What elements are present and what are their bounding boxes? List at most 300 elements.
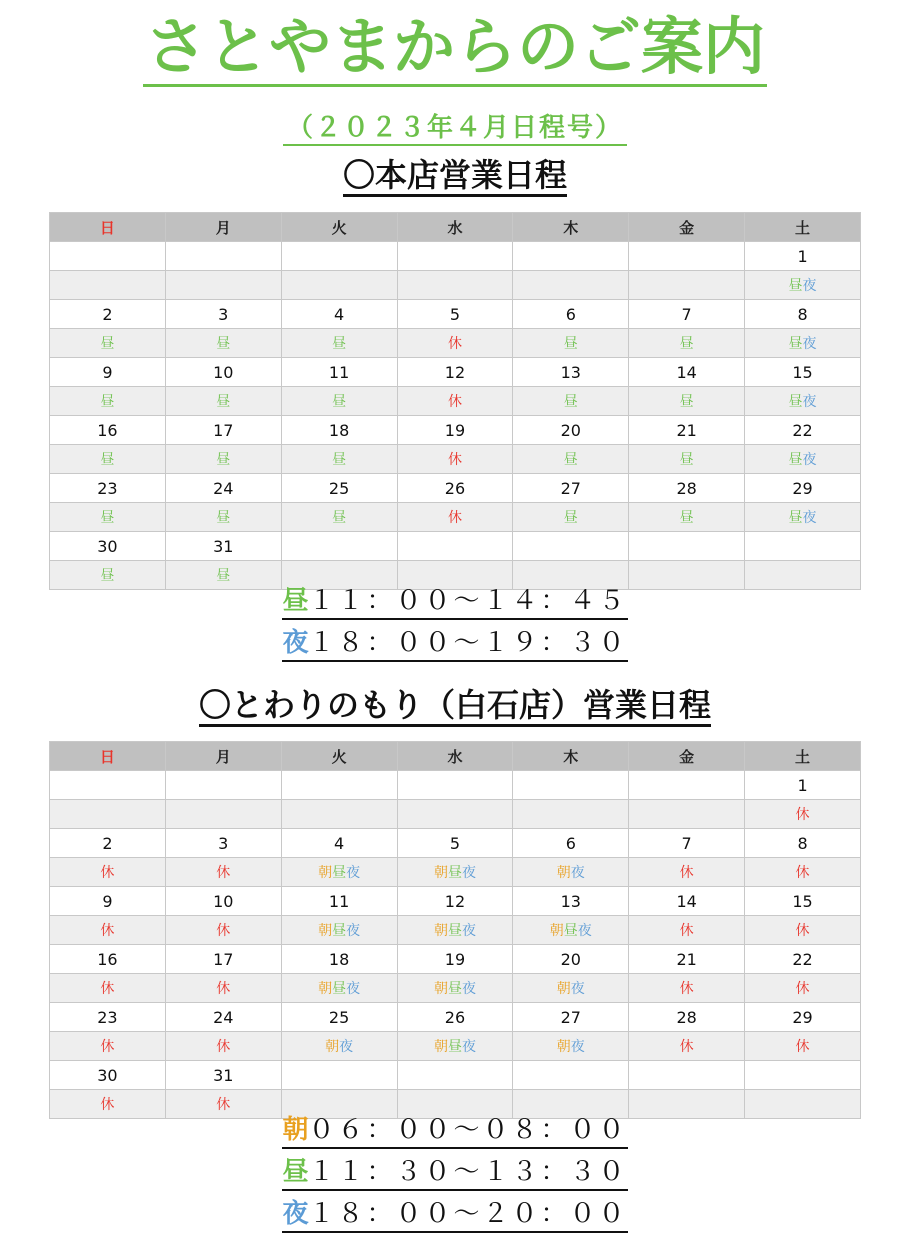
date-cell: 14 — [629, 887, 745, 916]
status-cell — [629, 1032, 745, 1061]
date-cell — [629, 532, 745, 561]
date-cell: 8 — [745, 300, 861, 329]
date-cell: 16 — [50, 945, 166, 974]
status-mark-kyu: 休 — [679, 865, 694, 881]
date-cell: 7 — [629, 829, 745, 858]
status-mark-hiru: 昼 — [679, 394, 694, 410]
date-cell: 31 — [165, 532, 281, 561]
date-row — [50, 887, 861, 916]
status-cell — [629, 800, 745, 829]
status-mark-yoru: 夜 — [461, 923, 476, 939]
status-cell — [281, 271, 397, 300]
status-row — [50, 387, 861, 416]
status-mark-hiru: 昼 — [788, 510, 803, 526]
status-cell — [745, 445, 861, 474]
date-cell: 6 — [513, 829, 629, 858]
status-mark-hiru: 昼 — [332, 510, 347, 526]
date-cell — [397, 242, 513, 271]
status-mark-yoru: 夜 — [570, 865, 585, 881]
status-cell — [513, 387, 629, 416]
status-cell — [745, 387, 861, 416]
status-cell — [513, 800, 629, 829]
status-mark-hiru: 昼 — [447, 981, 462, 997]
status-cell — [629, 271, 745, 300]
hours-label: 朝 — [282, 1115, 309, 1145]
status-cell — [745, 858, 861, 887]
status-cell — [397, 858, 513, 887]
date-row — [50, 474, 861, 503]
status-mark-asa: 朝 — [556, 1039, 571, 1055]
status-cell — [513, 1032, 629, 1061]
status-cell — [397, 503, 513, 532]
date-cell: 22 — [745, 416, 861, 445]
status-cell — [513, 858, 629, 887]
weekday-header-row — [50, 213, 861, 242]
status-cell — [50, 800, 166, 829]
status-row — [50, 503, 861, 532]
status-cell — [50, 329, 166, 358]
date-cell — [745, 1061, 861, 1090]
status-mark-kyu: 休 — [447, 394, 462, 410]
date-cell: 14 — [629, 358, 745, 387]
status-mark-kyu: 休 — [216, 1097, 231, 1113]
status-cell — [281, 974, 397, 1003]
status-mark-yoru: 夜 — [346, 981, 361, 997]
date-cell — [629, 242, 745, 271]
status-mark-kyu: 休 — [100, 865, 115, 881]
status-cell — [629, 974, 745, 1003]
date-cell: 1 — [745, 771, 861, 800]
date-cell: 17 — [165, 416, 281, 445]
status-mark-kyu: 休 — [100, 1039, 115, 1055]
status-mark-yoru: 夜 — [346, 865, 361, 881]
status-cell — [397, 1032, 513, 1061]
status-row — [50, 1032, 861, 1061]
date-cell: 8 — [745, 829, 861, 858]
date-cell: 11 — [281, 358, 397, 387]
weekday-header: 土 — [745, 213, 861, 242]
date-cell: 25 — [281, 1003, 397, 1032]
status-mark-hiru: 昼 — [332, 452, 347, 468]
date-cell: 18 — [281, 416, 397, 445]
hours-label: 夜 — [282, 628, 309, 658]
status-cell — [513, 916, 629, 945]
honten-hours — [0, 584, 910, 668]
status-mark-hiru: 昼 — [788, 452, 803, 468]
honten-heading: 〇本店営業日程 — [343, 156, 567, 197]
status-mark-hiru: 昼 — [679, 510, 694, 526]
status-mark-asa: 朝 — [318, 865, 333, 881]
status-mark-hiru: 昼 — [100, 336, 115, 352]
status-cell — [281, 800, 397, 829]
status-row — [50, 974, 861, 1003]
hours-time: １１：３０～１３：３０ — [308, 1157, 628, 1187]
date-row — [50, 771, 861, 800]
status-mark-asa: 朝 — [549, 923, 564, 939]
date-cell: 26 — [397, 474, 513, 503]
status-mark-yoru: 夜 — [570, 981, 585, 997]
hours-row — [0, 1113, 910, 1149]
status-mark-asa: 朝 — [556, 981, 571, 997]
status-mark-kyu: 休 — [216, 923, 231, 939]
status-mark-hiru: 昼 — [563, 394, 578, 410]
status-mark-kyu: 休 — [100, 981, 115, 997]
weekday-header: 月 — [165, 213, 281, 242]
status-mark-yoru: 夜 — [802, 394, 817, 410]
date-cell: 20 — [513, 945, 629, 974]
weekday-header: 火 — [281, 213, 397, 242]
status-cell — [397, 445, 513, 474]
status-mark-kyu: 休 — [216, 865, 231, 881]
date-cell — [281, 532, 397, 561]
date-cell — [745, 532, 861, 561]
date-cell — [281, 242, 397, 271]
status-mark-kyu: 休 — [679, 981, 694, 997]
status-mark-kyu: 休 — [216, 981, 231, 997]
status-mark-hiru: 昼 — [216, 394, 231, 410]
status-cell — [513, 503, 629, 532]
hours-line-asa — [282, 1113, 627, 1149]
date-cell — [397, 771, 513, 800]
status-mark-kyu: 休 — [679, 923, 694, 939]
honten-calendar — [49, 212, 861, 590]
status-cell — [629, 445, 745, 474]
status-cell — [745, 329, 861, 358]
status-mark-hiru: 昼 — [100, 568, 115, 584]
status-mark-yoru: 夜 — [461, 1039, 476, 1055]
date-cell: 23 — [50, 474, 166, 503]
date-cell: 7 — [629, 300, 745, 329]
date-cell — [397, 1061, 513, 1090]
date-cell: 27 — [513, 1003, 629, 1032]
status-cell — [629, 503, 745, 532]
date-cell: 3 — [165, 829, 281, 858]
status-cell — [281, 445, 397, 474]
weekday-header: 水 — [397, 742, 513, 771]
status-cell — [281, 858, 397, 887]
status-cell — [281, 1032, 397, 1061]
shiroishi-heading-block — [0, 686, 910, 727]
date-row — [50, 945, 861, 974]
date-row — [50, 1003, 861, 1032]
status-mark-kyu: 休 — [795, 981, 810, 997]
status-cell — [165, 974, 281, 1003]
status-cell — [629, 329, 745, 358]
status-mark-hiru: 昼 — [332, 981, 347, 997]
status-mark-kyu: 休 — [100, 1097, 115, 1113]
date-cell — [629, 1061, 745, 1090]
status-mark-yoru: 夜 — [802, 278, 817, 294]
date-cell: 9 — [50, 887, 166, 916]
date-cell: 21 — [629, 416, 745, 445]
date-cell — [513, 771, 629, 800]
status-mark-hiru: 昼 — [216, 452, 231, 468]
hours-time: １１：００～１４：４５ — [308, 586, 628, 616]
status-cell — [165, 1032, 281, 1061]
hours-time: １８：００～２０：００ — [308, 1199, 628, 1229]
status-mark-yoru: 夜 — [461, 981, 476, 997]
status-mark-asa: 朝 — [433, 865, 448, 881]
status-cell — [513, 329, 629, 358]
status-mark-yoru: 夜 — [461, 865, 476, 881]
status-mark-kyu: 休 — [795, 1039, 810, 1055]
date-cell: 12 — [397, 358, 513, 387]
status-mark-hiru: 昼 — [788, 278, 803, 294]
status-mark-kyu: 休 — [795, 865, 810, 881]
date-cell: 23 — [50, 1003, 166, 1032]
date-cell: 26 — [397, 1003, 513, 1032]
date-row — [50, 1061, 861, 1090]
status-cell — [513, 974, 629, 1003]
status-mark-asa: 朝 — [318, 923, 333, 939]
status-mark-hiru: 昼 — [100, 394, 115, 410]
status-mark-hiru: 昼 — [447, 923, 462, 939]
status-mark-hiru: 昼 — [679, 452, 694, 468]
date-cell: 2 — [50, 300, 166, 329]
status-mark-hiru: 昼 — [332, 865, 347, 881]
status-row — [50, 445, 861, 474]
shiroishi-hours — [0, 1113, 910, 1239]
date-cell: 10 — [165, 358, 281, 387]
hours-line-hiru — [282, 1155, 627, 1191]
status-cell — [165, 445, 281, 474]
status-cell — [50, 1032, 166, 1061]
status-cell — [397, 916, 513, 945]
status-cell — [397, 271, 513, 300]
status-cell — [745, 974, 861, 1003]
status-cell — [629, 916, 745, 945]
date-cell: 22 — [745, 945, 861, 974]
date-cell — [165, 242, 281, 271]
weekday-header-row — [50, 742, 861, 771]
date-cell: 19 — [397, 945, 513, 974]
status-mark-hiru: 昼 — [447, 865, 462, 881]
date-cell — [397, 532, 513, 561]
date-cell: 28 — [629, 474, 745, 503]
status-mark-kyu: 休 — [795, 807, 810, 823]
status-mark-hiru: 昼 — [216, 510, 231, 526]
status-mark-hiru: 昼 — [563, 336, 578, 352]
status-cell — [50, 387, 166, 416]
date-cell: 28 — [629, 1003, 745, 1032]
status-cell — [165, 858, 281, 887]
date-cell: 31 — [165, 1061, 281, 1090]
status-mark-hiru: 昼 — [563, 923, 578, 939]
status-cell — [165, 271, 281, 300]
date-cell: 5 — [397, 300, 513, 329]
hours-label: 昼 — [282, 1157, 309, 1187]
status-mark-kyu: 休 — [447, 336, 462, 352]
status-cell — [513, 271, 629, 300]
status-mark-hiru: 昼 — [788, 394, 803, 410]
hours-row — [0, 1155, 910, 1191]
date-row — [50, 242, 861, 271]
date-cell: 10 — [165, 887, 281, 916]
date-cell: 29 — [745, 1003, 861, 1032]
date-cell: 13 — [513, 358, 629, 387]
status-mark-yoru: 夜 — [346, 923, 361, 939]
page-subtitle: （２０２３年４月日程号） — [283, 112, 627, 146]
status-cell — [50, 916, 166, 945]
date-row — [50, 300, 861, 329]
date-cell — [513, 242, 629, 271]
status-row — [50, 271, 861, 300]
honten-heading-block — [0, 156, 910, 197]
status-cell — [50, 858, 166, 887]
status-cell — [513, 445, 629, 474]
status-cell — [50, 974, 166, 1003]
status-mark-yoru: 夜 — [802, 452, 817, 468]
date-cell: 6 — [513, 300, 629, 329]
status-mark-hiru: 昼 — [332, 336, 347, 352]
date-cell: 2 — [50, 829, 166, 858]
status-cell — [281, 387, 397, 416]
weekday-header: 日 — [50, 742, 166, 771]
date-row — [50, 532, 861, 561]
hours-label: 夜 — [282, 1199, 309, 1229]
weekday-header: 月 — [165, 742, 281, 771]
status-cell — [50, 445, 166, 474]
status-mark-hiru: 昼 — [788, 336, 803, 352]
status-mark-kyu: 休 — [447, 452, 462, 468]
status-cell — [397, 329, 513, 358]
date-cell: 27 — [513, 474, 629, 503]
hours-time: １８：００～１９：３０ — [308, 628, 628, 658]
shiroishi-heading: 〇とわりのもり（白石店）営業日程 — [199, 686, 711, 727]
date-cell — [50, 771, 166, 800]
date-cell: 4 — [281, 829, 397, 858]
weekday-header: 金 — [629, 213, 745, 242]
status-mark-hiru: 昼 — [332, 394, 347, 410]
weekday-header: 水 — [397, 213, 513, 242]
status-mark-asa: 朝 — [433, 981, 448, 997]
status-mark-hiru: 昼 — [100, 510, 115, 526]
hours-line-yoru — [282, 1197, 627, 1233]
date-row — [50, 416, 861, 445]
shiroishi-calendar — [49, 741, 861, 1119]
date-cell: 15 — [745, 358, 861, 387]
status-mark-hiru: 昼 — [216, 568, 231, 584]
status-mark-yoru: 夜 — [570, 1039, 585, 1055]
date-cell: 4 — [281, 300, 397, 329]
status-cell — [50, 271, 166, 300]
status-cell — [397, 800, 513, 829]
date-cell — [281, 771, 397, 800]
status-cell — [165, 916, 281, 945]
date-cell — [281, 1061, 397, 1090]
date-cell: 17 — [165, 945, 281, 974]
status-cell — [745, 800, 861, 829]
status-mark-hiru: 昼 — [563, 510, 578, 526]
status-cell — [629, 858, 745, 887]
hours-time: ０６：００～０８：００ — [308, 1115, 628, 1145]
weekday-header: 木 — [513, 742, 629, 771]
status-mark-hiru: 昼 — [100, 452, 115, 468]
date-cell: 30 — [50, 532, 166, 561]
status-row — [50, 800, 861, 829]
status-mark-hiru: 昼 — [332, 923, 347, 939]
weekday-header: 日 — [50, 213, 166, 242]
status-cell — [165, 503, 281, 532]
hours-label: 昼 — [282, 586, 309, 616]
status-mark-yoru: 夜 — [577, 923, 592, 939]
status-cell — [745, 271, 861, 300]
date-cell: 30 — [50, 1061, 166, 1090]
status-mark-asa: 朝 — [318, 981, 333, 997]
status-cell — [281, 329, 397, 358]
status-mark-asa: 朝 — [433, 1039, 448, 1055]
status-mark-hiru: 昼 — [563, 452, 578, 468]
date-cell: 1 — [745, 242, 861, 271]
status-mark-hiru: 昼 — [447, 1039, 462, 1055]
hours-row — [0, 1197, 910, 1233]
status-mark-yoru: 夜 — [339, 1039, 354, 1055]
status-cell — [745, 503, 861, 532]
date-cell — [513, 1061, 629, 1090]
status-cell — [50, 503, 166, 532]
weekday-header: 木 — [513, 213, 629, 242]
subtitle-block — [0, 112, 910, 146]
date-cell: 24 — [165, 474, 281, 503]
status-mark-kyu: 休 — [216, 1039, 231, 1055]
status-cell — [165, 387, 281, 416]
date-cell — [513, 532, 629, 561]
weekday-header: 土 — [745, 742, 861, 771]
hours-line-yoru — [282, 626, 627, 662]
date-cell: 20 — [513, 416, 629, 445]
date-cell: 5 — [397, 829, 513, 858]
date-cell: 3 — [165, 300, 281, 329]
page-title: さとやまからのご案内 — [143, 10, 767, 87]
status-row — [50, 329, 861, 358]
status-mark-hiru: 昼 — [679, 336, 694, 352]
status-mark-yoru: 夜 — [802, 510, 817, 526]
status-cell — [281, 503, 397, 532]
status-mark-kyu: 休 — [795, 923, 810, 939]
date-cell: 29 — [745, 474, 861, 503]
date-cell: 24 — [165, 1003, 281, 1032]
date-cell: 15 — [745, 887, 861, 916]
status-cell — [165, 800, 281, 829]
weekday-header: 火 — [281, 742, 397, 771]
hours-row — [0, 584, 910, 620]
title-block — [0, 10, 910, 87]
status-cell — [165, 329, 281, 358]
date-cell: 12 — [397, 887, 513, 916]
status-cell — [745, 1032, 861, 1061]
hours-line-hiru — [282, 584, 627, 620]
status-cell — [629, 387, 745, 416]
weekday-header: 金 — [629, 742, 745, 771]
date-cell: 25 — [281, 474, 397, 503]
status-mark-yoru: 夜 — [802, 336, 817, 352]
status-row — [50, 916, 861, 945]
status-cell — [281, 916, 397, 945]
status-row — [50, 858, 861, 887]
date-cell: 18 — [281, 945, 397, 974]
date-cell: 16 — [50, 416, 166, 445]
date-cell: 9 — [50, 358, 166, 387]
status-mark-kyu: 休 — [100, 923, 115, 939]
status-cell — [397, 974, 513, 1003]
date-cell — [165, 771, 281, 800]
date-row — [50, 829, 861, 858]
status-mark-asa: 朝 — [556, 865, 571, 881]
status-mark-asa: 朝 — [433, 923, 448, 939]
status-mark-hiru: 昼 — [216, 336, 231, 352]
status-cell — [397, 387, 513, 416]
date-cell — [50, 242, 166, 271]
